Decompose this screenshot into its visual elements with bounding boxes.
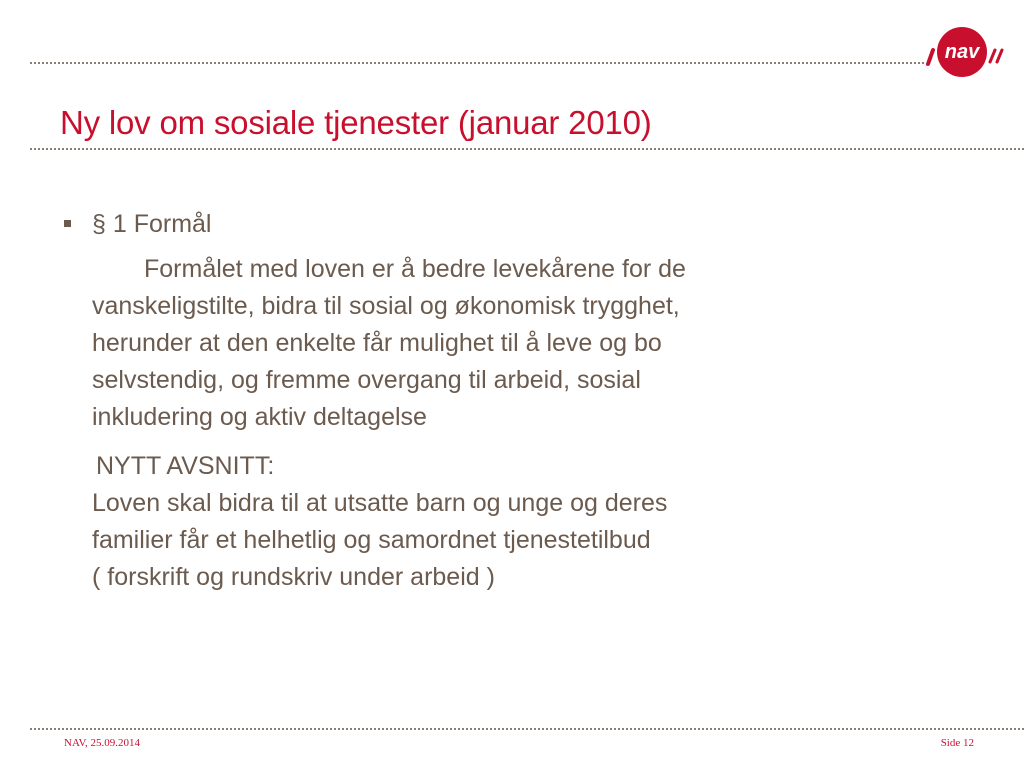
new-section-label: NYTT AVSNITT: <box>96 452 275 480</box>
new-section-line: Loven skal bidra til at utsatte barn og unge og deres <box>92 489 668 517</box>
purpose-line: vanskeligstilte, bidra til sosial og økonomisk trygghet, <box>92 292 680 320</box>
logo-text: nav <box>944 41 980 63</box>
purpose-line: herunder at den enkelte får mulighet til å leve og bo <box>92 329 662 357</box>
new-section-line: familier får et helhetlig og samordnet tjenestetilbud <box>92 526 651 554</box>
page-title: Ny lov om sosiale tjenester (januar 2010) <box>60 104 652 141</box>
footer-page-number: Side 12 <box>940 737 974 749</box>
new-section-paragraph <box>92 485 932 596</box>
purpose-line: inkludering og aktiv deltagelse <box>92 403 427 431</box>
bullet-item <box>62 206 932 243</box>
new-section-line: ( forskrift og rundskriv under arbeid ) <box>92 563 495 591</box>
title-divider <box>30 148 1024 150</box>
square-bullet-icon <box>64 220 71 227</box>
purpose-line: selvstendig, og fremme overgang til arbeid, sosial <box>92 366 641 394</box>
footer-divider <box>30 728 1024 730</box>
footer-date: NAV, 25.09.2014 <box>64 737 140 749</box>
purpose-line: Formålet med loven er å bedre levekårene for de <box>144 255 686 283</box>
nav-logo <box>924 24 1004 80</box>
section-heading: § 1 Formål <box>92 210 212 238</box>
section-body <box>62 251 932 596</box>
slide-body <box>62 206 932 596</box>
top-divider <box>30 62 924 64</box>
purpose-paragraph <box>92 251 932 436</box>
